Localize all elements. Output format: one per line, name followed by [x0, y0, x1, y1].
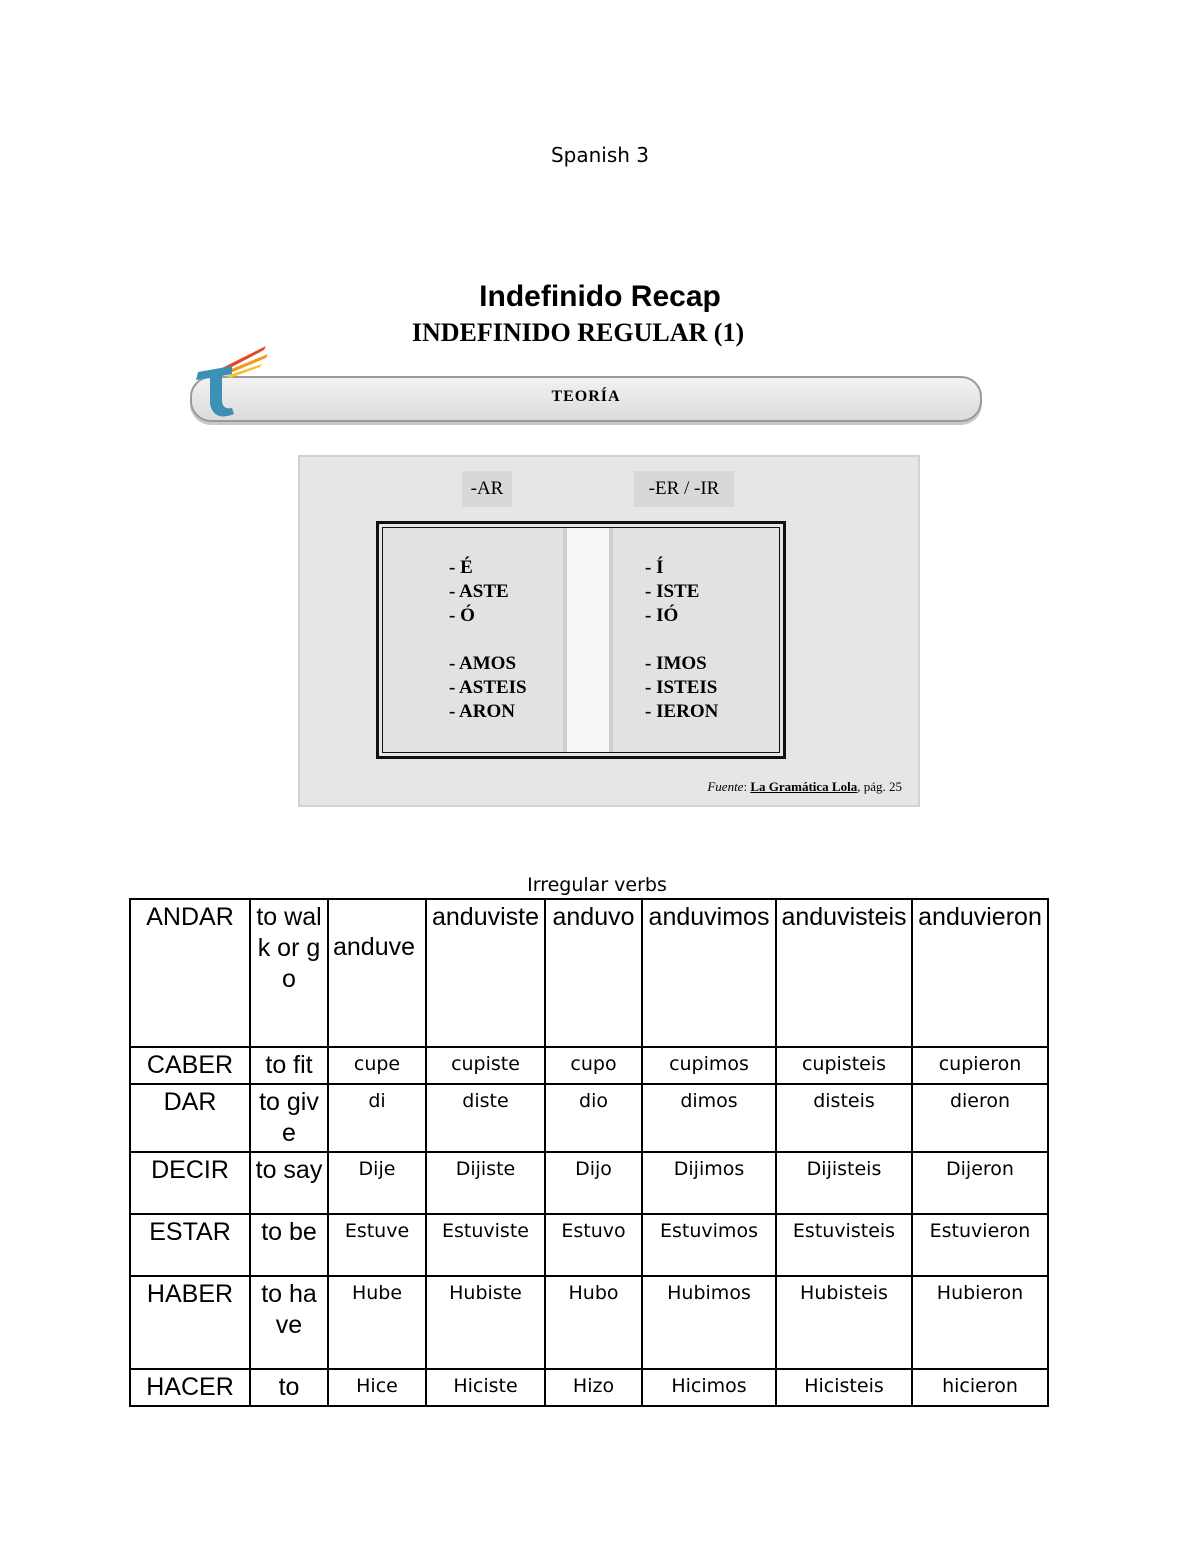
table-row	[130, 1276, 1048, 1369]
ending-item: - IÓ	[645, 605, 679, 626]
verb-form-cell: anduvisteis	[776, 899, 912, 1047]
verb-form-cell: Dijo	[545, 1152, 642, 1214]
verb-form-cell: Dijisteis	[776, 1152, 912, 1214]
verb-infinitive-cell: DECIR	[130, 1152, 250, 1214]
verb-form-cell: Estuvimos	[642, 1214, 776, 1276]
verb-form-cell: disteis	[776, 1084, 912, 1152]
verb-form-cell: dio	[545, 1084, 642, 1152]
verb-meaning-cell: to have	[250, 1276, 328, 1369]
verb-form-cell: cupieron	[912, 1047, 1048, 1084]
verb-form-cell: anduve	[328, 899, 426, 1047]
verb-form-cell: Estuve	[328, 1214, 426, 1276]
table-row	[130, 1084, 1048, 1152]
verb-form-cell: Dijimos	[642, 1152, 776, 1214]
verb-form-cell: Hizo	[545, 1369, 642, 1406]
verb-form-cell: Estuviste	[426, 1214, 545, 1276]
ending-item: - IMOS	[645, 653, 707, 674]
table-row	[130, 1369, 1048, 1406]
teoria-label: TEORÍA	[551, 388, 621, 405]
verb-infinitive-cell: HACER	[130, 1369, 250, 1406]
verb-form-cell: anduvieron	[912, 899, 1048, 1047]
verb-form-cell: dieron	[912, 1084, 1048, 1152]
t-comet-logo-icon	[192, 342, 272, 418]
verb-form-cell: Dijiste	[426, 1152, 545, 1214]
verb-infinitive-cell: ANDAR	[130, 899, 250, 1047]
ending-item: - É	[449, 557, 473, 578]
verb-form-cell: diste	[426, 1084, 545, 1152]
verb-form-cell: Estuvo	[545, 1214, 642, 1276]
verb-form-cell: Hiciste	[426, 1369, 545, 1406]
page-header: Spanish 3	[550, 143, 650, 167]
ending-item: - ISTEIS	[645, 677, 718, 698]
table-row	[130, 1214, 1048, 1276]
verb-form-cell: anduvimos	[642, 899, 776, 1047]
verb-form-cell: Estuvisteis	[776, 1214, 912, 1276]
table-row	[130, 899, 1048, 1047]
verb-form-cell: cupimos	[642, 1047, 776, 1084]
ending-item: - ARON	[449, 701, 515, 722]
ar-column-label: -AR	[462, 471, 512, 507]
verb-form-cell: cupiste	[426, 1047, 545, 1084]
verb-form-cell: Hubisteis	[776, 1276, 912, 1369]
verb-form-cell: Hubieron	[912, 1276, 1048, 1369]
endings-figure	[298, 455, 920, 807]
verb-meaning-cell: to say	[250, 1152, 328, 1214]
ending-item: - IERON	[645, 701, 719, 722]
source-book: La Gramática Lola	[750, 779, 858, 794]
verb-meaning-cell: to fit	[250, 1047, 328, 1084]
verb-form-cell: Hice	[328, 1369, 426, 1406]
ending-item: - AMOS	[449, 653, 517, 674]
verb-infinitive-cell: CABER	[130, 1047, 250, 1084]
verb-form-cell: cupisteis	[776, 1047, 912, 1084]
figure-heading: INDEFINIDO REGULAR (1)	[411, 318, 745, 347]
ending-item: - ASTE	[449, 581, 509, 602]
ending-item: - ASTEIS	[449, 677, 527, 698]
teoria-bar	[190, 376, 982, 422]
verb-form-cell: cupe	[328, 1047, 426, 1084]
ending-item: - ISTE	[645, 581, 700, 602]
source-page: , pág. 25	[857, 779, 902, 794]
verb-form-cell: Dijeron	[912, 1152, 1048, 1214]
verb-form-cell: Hube	[328, 1276, 426, 1369]
column-divider	[563, 528, 613, 752]
verb-form-cell: cupo	[545, 1047, 642, 1084]
verb-form-cell: Hicimos	[642, 1369, 776, 1406]
page-title: Indefinido Recap	[479, 280, 721, 313]
verb-infinitive-cell: ESTAR	[130, 1214, 250, 1276]
ending-item: - Ó	[449, 605, 475, 626]
irregular-verbs-table	[129, 898, 1049, 1407]
verb-form-cell: anduviste	[426, 899, 545, 1047]
verb-meaning-cell: to walk or go	[250, 899, 328, 1047]
verb-form-cell: di	[328, 1084, 426, 1152]
verb-form-cell: Estuvieron	[912, 1214, 1048, 1276]
verb-form-cell: Hubiste	[426, 1276, 545, 1369]
verb-meaning-cell: to	[250, 1369, 328, 1406]
verb-form-cell: Dije	[328, 1152, 426, 1214]
source-label: Fuente	[707, 779, 744, 794]
verb-form-cell: Hubo	[545, 1276, 642, 1369]
verb-meaning-cell: to give	[250, 1084, 328, 1152]
table-row	[130, 1152, 1048, 1214]
er-ir-endings-list	[645, 556, 718, 724]
endings-box	[376, 521, 786, 759]
table-row	[130, 1047, 1048, 1084]
verb-form-cell: hicieron	[912, 1369, 1048, 1406]
table-caption: Irregular verbs	[527, 874, 667, 896]
verb-form-cell: Hubimos	[642, 1276, 776, 1369]
ar-endings-list	[449, 556, 527, 724]
er-ir-column-label: -ER / -IR	[634, 471, 734, 507]
source-citation: Fuente: La Gramática Lola, pág. 25	[707, 779, 902, 794]
ending-item: - Í	[645, 557, 664, 578]
verb-form-cell: anduvo	[545, 899, 642, 1047]
verb-form-cell: Hicisteis	[776, 1369, 912, 1406]
verb-meaning-cell: to be	[250, 1214, 328, 1276]
verb-infinitive-cell: DAR	[130, 1084, 250, 1152]
verb-form-cell: dimos	[642, 1084, 776, 1152]
verb-infinitive-cell: HABER	[130, 1276, 250, 1369]
